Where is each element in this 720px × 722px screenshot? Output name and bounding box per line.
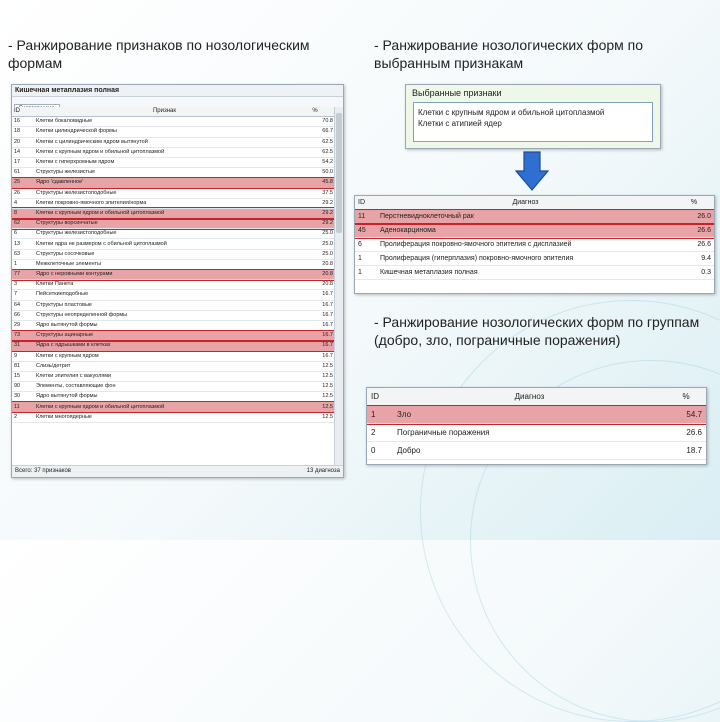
cell-percent: 29.2	[295, 219, 335, 229]
cell-percent: 16.7	[295, 320, 335, 330]
diagnosis-table	[355, 196, 714, 280]
cell-percent: 25.0	[295, 239, 335, 249]
table-row[interactable]	[12, 147, 335, 157]
column-header-percent[interactable]: %	[295, 107, 335, 117]
status-diagnosis-count: 13 диагноза	[306, 468, 340, 474]
cell-percent: 16.7	[295, 341, 335, 351]
cell-name: Структуры железистоподобные	[34, 188, 295, 198]
cell-name: Клетки с цилиндрическим ядром вытянутой	[34, 137, 295, 147]
cell-id: 8	[12, 208, 34, 218]
cell-name: Клетки покровно-ямочного эпителия/норма	[34, 198, 295, 208]
column-header-id[interactable]: ID	[355, 196, 377, 210]
column-header-id[interactable]: ID	[367, 388, 393, 406]
window-title: Кишечная метаплазия полная	[12, 85, 343, 97]
cell-percent: 16.7	[295, 331, 335, 341]
cell-percent: 50.0	[295, 168, 335, 178]
table-row[interactable]	[12, 229, 335, 239]
table-row[interactable]	[12, 117, 335, 127]
table-row[interactable]	[12, 331, 335, 341]
table-row[interactable]	[12, 137, 335, 147]
cell-name: Пограничные поражения	[393, 424, 666, 442]
cell-id: 16	[12, 117, 34, 127]
cell-name: Добро	[393, 442, 666, 460]
groups-window	[366, 387, 707, 465]
cell-name: Межклеточные элементы	[34, 259, 295, 269]
cell-name: Ядро 'сдавленное'	[34, 178, 295, 188]
features-window	[11, 84, 344, 478]
table-row[interactable]	[12, 320, 335, 330]
cell-name: Клетки Панета	[34, 280, 295, 290]
cell-id: 6	[12, 229, 34, 239]
cell-name: Слизь/детрит	[34, 361, 295, 371]
cell-percent: 26.0	[674, 210, 714, 224]
cell-id: 1	[12, 259, 34, 269]
cell-id: 4	[12, 198, 34, 208]
cell-id: 14	[12, 147, 34, 157]
table-header-row	[12, 107, 335, 117]
cell-id: 18	[12, 127, 34, 137]
cell-percent: 54.2	[295, 157, 335, 167]
table-row[interactable]	[355, 266, 714, 280]
table-row[interactable]	[12, 270, 335, 280]
cell-name: Структуры неопределенной формы	[34, 310, 295, 320]
features-table	[12, 107, 335, 423]
cell-percent: 20.8	[295, 270, 335, 280]
cell-id: 29	[12, 320, 34, 330]
cell-percent: 26.6	[674, 224, 714, 238]
cell-name: Клетки эпителия с вакуолями	[34, 371, 295, 381]
cell-id: 81	[12, 361, 34, 371]
cell-id: 2	[12, 412, 34, 422]
cell-id: 6	[355, 238, 377, 252]
selected-features-title: Выбранные признаки	[412, 88, 502, 98]
cell-percent: 26.6	[666, 424, 706, 442]
table-row[interactable]	[12, 310, 335, 320]
cell-id: 26	[12, 188, 34, 198]
table-row[interactable]	[12, 188, 335, 198]
cell-percent: 25.0	[295, 249, 335, 259]
cell-id: 63	[12, 249, 34, 259]
cell-name: Пейсеткиеподобные	[34, 290, 295, 300]
cell-name: Структуры железистые	[34, 168, 295, 178]
caption-feature-ranking: - Ранжирование признаков по нозологическим формам	[8, 37, 310, 71]
cell-id: 17	[12, 157, 34, 167]
cell-name: Структуры железистоподобные	[34, 229, 295, 239]
cell-name: Пролиферация покровно-ямочного эпителия с дисплазией	[377, 238, 674, 252]
cell-id: 13	[12, 239, 34, 249]
table-row[interactable]	[12, 392, 335, 402]
arrow-down-icon	[515, 151, 549, 191]
cell-name: Клетки с крупным ядром и обильной цитоплазмой	[34, 147, 295, 157]
cell-id: 90	[12, 382, 34, 392]
table-row[interactable]	[355, 210, 714, 224]
cell-percent: 12.5	[295, 361, 335, 371]
table-header-row	[367, 388, 706, 406]
column-header-diagnosis[interactable]: Диагноз	[377, 196, 674, 210]
table-row[interactable]	[12, 351, 335, 361]
cell-name: Зло	[393, 406, 666, 424]
table-row[interactable]	[367, 406, 706, 424]
cell-name: Клетки с гиперхромным ядром	[34, 157, 295, 167]
cell-name: Перстневидноклеточный рак	[377, 210, 674, 224]
cell-percent: 54.7	[666, 406, 706, 424]
cell-id: 15	[12, 371, 34, 381]
cell-name: Ядро с неровными контурами	[34, 270, 295, 280]
cell-id: 1	[355, 266, 377, 280]
cell-percent: 62.5	[295, 147, 335, 157]
groups-table	[367, 388, 706, 460]
cell-id: 1	[367, 406, 393, 424]
cell-id: 3	[12, 280, 34, 290]
table-header-row	[355, 196, 714, 210]
table-row[interactable]	[12, 300, 335, 310]
cell-percent: 20.8	[295, 280, 335, 290]
cell-name: Пролиферация (гиперплазия) покровно-ямочного эпителия	[377, 252, 674, 266]
column-header-percent[interactable]: %	[666, 388, 706, 406]
cell-percent: 29.2	[295, 198, 335, 208]
table-row[interactable]	[12, 371, 335, 381]
cell-percent: 45.8	[295, 178, 335, 188]
selected-features-panel	[405, 84, 661, 149]
cell-id: 64	[12, 300, 34, 310]
table-row[interactable]	[355, 224, 714, 238]
cell-name: Аденокарцинома	[377, 224, 674, 238]
cell-id: 9	[12, 351, 34, 361]
cell-name: Клетки с крупным ядром	[34, 351, 295, 361]
cell-id: 1	[355, 252, 377, 266]
status-bar	[12, 465, 343, 477]
cell-percent: 70.8	[295, 117, 335, 127]
cell-name: Элементы, составляющие фон	[34, 382, 295, 392]
cell-name: Кишечная метаплазия полная	[377, 266, 674, 280]
cell-id: 62	[12, 219, 34, 229]
caption-group-ranking: - Ранжирование нозологических форм по группам (добро, зло, пограничные поражения)	[374, 314, 700, 348]
vertical-scrollbar[interactable]	[334, 107, 343, 466]
cell-id: 11	[12, 402, 34, 412]
cell-percent: 16.7	[295, 290, 335, 300]
table-row[interactable]	[12, 259, 335, 269]
caption-diagnosis-ranking: - Ранжирование нозологических форм по выбранным признакам	[374, 37, 644, 71]
cell-id: 7	[12, 290, 34, 300]
column-header-percent[interactable]: %	[674, 196, 714, 210]
table-row[interactable]	[367, 442, 706, 460]
table-row[interactable]	[367, 424, 706, 442]
cell-id: 11	[355, 210, 377, 224]
cell-id: 73	[12, 331, 34, 341]
table-row[interactable]	[12, 290, 335, 300]
cell-percent: 12.5	[295, 402, 335, 412]
cell-id: 45	[355, 224, 377, 238]
cell-id: 31	[12, 341, 34, 351]
table-row[interactable]	[12, 280, 335, 290]
cell-percent: 37.5	[295, 188, 335, 198]
cell-name: Ядро вытянутой формы	[34, 320, 295, 330]
cell-percent: 26.6	[674, 238, 714, 252]
column-header-feature[interactable]: Признак	[34, 107, 295, 117]
cell-percent: 16.7	[295, 310, 335, 320]
cell-percent: 29.2	[295, 208, 335, 218]
cell-percent: 12.5	[295, 412, 335, 422]
cell-percent: 20.8	[295, 259, 335, 269]
table-row[interactable]	[12, 341, 335, 351]
table-row[interactable]	[12, 249, 335, 259]
column-header-id[interactable]: ID	[12, 107, 34, 117]
table-row[interactable]	[12, 157, 335, 167]
cell-id: 2	[367, 424, 393, 442]
diagnosis-window	[354, 195, 715, 294]
cell-name: Структуры пластовые	[34, 300, 295, 310]
cell-percent: 12.5	[295, 371, 335, 381]
scrollbar-thumb[interactable]	[336, 113, 342, 233]
cell-name: Клетки с крупным ядром и обильной цитоплазмой	[34, 208, 295, 218]
cell-percent: 25.0	[295, 229, 335, 239]
cell-name: Структуры ацинарные	[34, 331, 295, 341]
table-row[interactable]	[355, 238, 714, 252]
cell-percent: 18.7	[666, 442, 706, 460]
cell-name: Структуры сосочковые	[34, 249, 295, 259]
selected-features-list	[413, 102, 653, 142]
cell-name: Клетки ядра не размером с обильной цитоплазмой	[34, 239, 295, 249]
table-row[interactable]	[12, 219, 335, 229]
table-row[interactable]	[12, 168, 335, 178]
cell-id: 61	[12, 168, 34, 178]
table-row[interactable]	[12, 198, 335, 208]
cell-name: Клетки бокаловидные	[34, 117, 295, 127]
cell-percent: 62.5	[295, 137, 335, 147]
cell-id: 20	[12, 137, 34, 147]
column-header-diagnosis[interactable]: Диагноз	[393, 388, 666, 406]
cell-name: Клетки цилиндрической формы	[34, 127, 295, 137]
selected-feature-item[interactable]: Клетки с атипией ядер	[418, 119, 502, 128]
cell-percent: 16.7	[295, 351, 335, 361]
table-row[interactable]	[12, 239, 335, 249]
cell-percent: 9.4	[674, 252, 714, 266]
cell-name: Ядро вытянутой формы	[34, 392, 295, 402]
table-row[interactable]	[12, 382, 335, 392]
cell-id: 30	[12, 392, 34, 402]
cell-name: Ядра с ядрышками в клетках	[34, 341, 295, 351]
cell-percent: 0.3	[674, 266, 714, 280]
cell-percent: 12.5	[295, 382, 335, 392]
cell-name: Клетки с крупным ядром и обильной цитоплазмой	[34, 402, 295, 412]
cell-name: Клетки многоядерные	[34, 412, 295, 422]
table-row[interactable]	[12, 402, 335, 412]
cell-id: 25	[12, 178, 34, 188]
table-row[interactable]	[12, 127, 335, 137]
table-row[interactable]	[12, 412, 335, 422]
table-row[interactable]	[12, 208, 335, 218]
features-table-wrap	[12, 107, 335, 423]
cell-percent: 12.5	[295, 392, 335, 402]
cell-id: 77	[12, 270, 34, 280]
cell-id: 0	[367, 442, 393, 460]
cell-percent: 66.7	[295, 127, 335, 137]
table-row[interactable]	[355, 252, 714, 266]
status-feature-count: Всего: 37 признаков	[15, 468, 71, 474]
selected-feature-item[interactable]: Клетки с крупным ядром и обильной цитоплазмой	[418, 108, 605, 117]
table-row[interactable]	[12, 361, 335, 371]
cell-name: Структуры ворсинчатые	[34, 219, 295, 229]
cell-percent: 16.7	[295, 300, 335, 310]
table-row[interactable]	[12, 178, 335, 188]
cell-id: 66	[12, 310, 34, 320]
